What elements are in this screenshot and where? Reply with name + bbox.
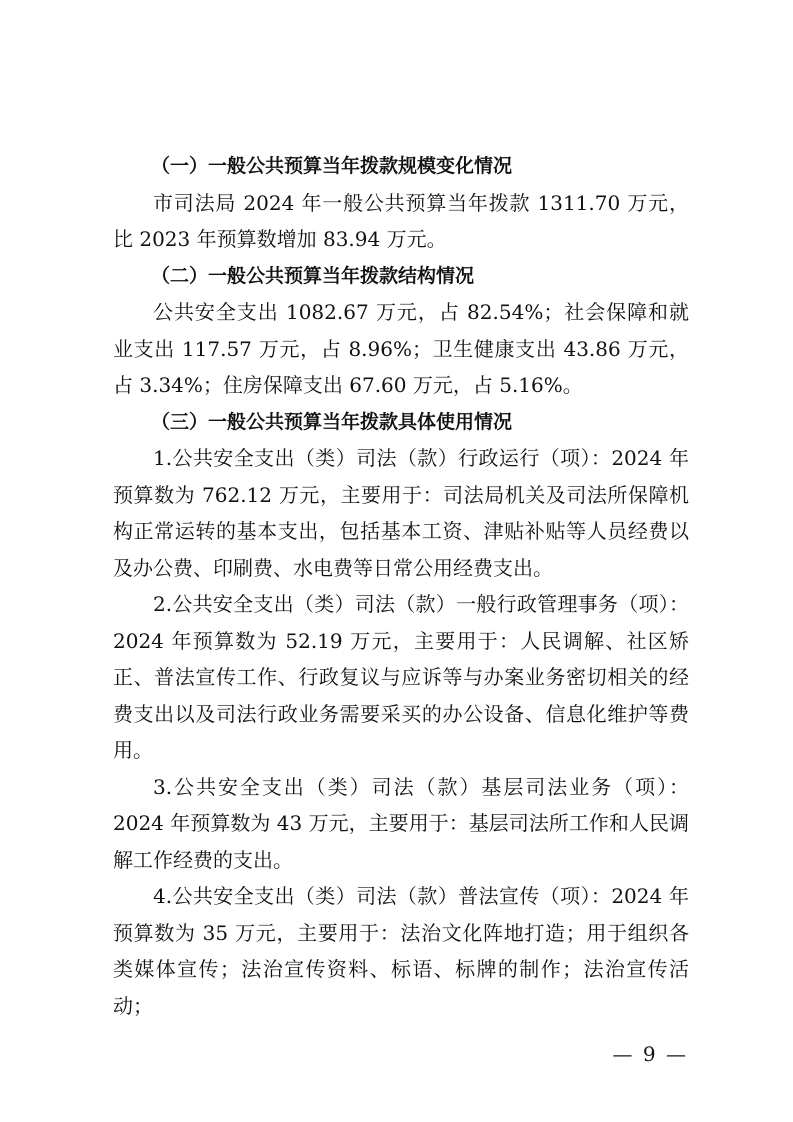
paragraph-item-3: 3.公共安全支出（类）司法（款）基层司法业务（项）：2024 年预算数为 43 万元，主要用于：基层司法所工作和人民调解工作经费的支出。	[113, 774, 689, 872]
paragraph-budget-scale: 市司法局 2024 年一般公共预算当年拨款 1311.70 万元，比 2023 年预算数增加 83.94 万元。	[113, 190, 689, 251]
paragraph-budget-structure: 公共安全支出 1082.67 万元，占 82.54%；社会保障和就业支出 117.57 万元，占 8.96%；卫生健康支出 43.86 万元，占 3.34%；住房保障支出 67.60 万元，占 5.16%。	[113, 300, 689, 397]
paragraph-item-4: 4.公共安全支出（类）司法（款）普法宣传（项）：2024 年预算数为 35 万元，主要用于：法治文化阵地打造；用于组织各类媒体宣传；法治宣传资料、标语、标牌的制作；法治宣传活动；	[113, 884, 689, 1018]
paragraph-item-2: 2.公共安全支出（类）司法（款）一般行政管理事务（项）：2024 年预算数为 52.19 万元，主要用于：人民调解、社区矫正、普法宣传工作、行政复议与应诉等与办案业务密切相关的经费支出以及司法行政业务需要采买的办公设备、信息化维护等费用。	[113, 592, 689, 762]
page-number: — 9 —	[612, 1042, 688, 1066]
section-heading-1: （一）一般公共预算当年拨款规模变化情况	[151, 155, 513, 177]
document-body	[113, 148, 689, 1024]
section-heading-2: （二）一般公共预算当年拨款结构情况	[151, 264, 475, 287]
paragraph-item-1: 1.公共安全支出（类）司法（款）行政运行（项）：2024 年预算数为 762.12 万元，主要用于：司法局机关及司法所保障机构正常运转的基本支出，包括基本工资、津贴补贴等人员经费以及办公费、印刷费、水电费等日常公用经费支出。	[113, 446, 689, 580]
section-heading-3: （三）一般公共预算当年拨款具体使用情况	[151, 410, 513, 433]
